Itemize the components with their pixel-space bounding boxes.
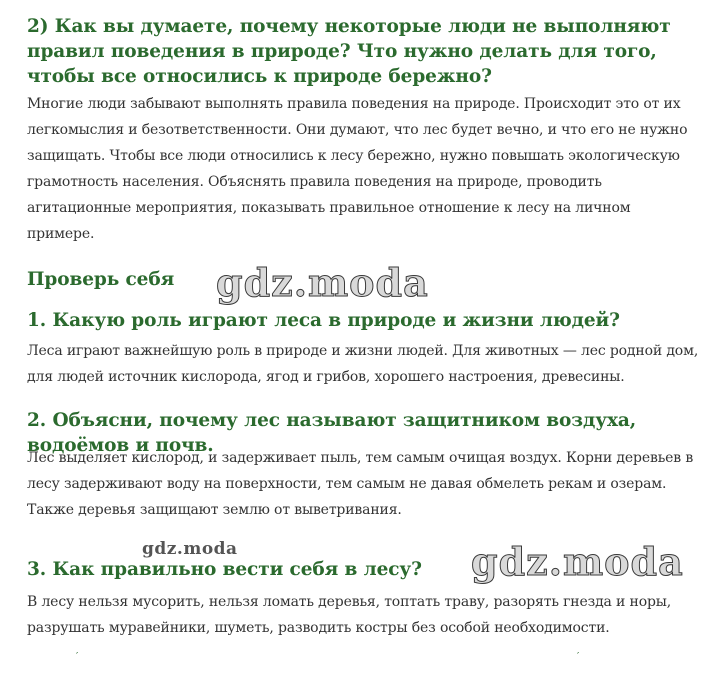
watermark-logo: gdz.moda (471, 539, 684, 584)
check-question-1-answer: Леса играют важнейшую роль в природе и жизни людей. Для животных — лес родной дом, для людей источник кислорода, ягод и грибов, хорошего настроения, древесины. (27, 343, 699, 385)
question-2-answer: Многие люди забывают выполнять правила поведения на природе. Происходит это от их легкомыслия и безответственности. Они думают, что лес будет вечно, и что его не нужно защищать. Чтобы все люди относились к лесу бережно, нужно повышать экологическую грамотность населения. Объяснять правила поведения на природе, проводить агитационные мероприятия, показывать правильное отношение к лесу на личном примере. (27, 96, 688, 242)
check-question-2-heading: 2. Объясни, почему лес называют защитником воздуха, водоёмов и почв. (27, 410, 637, 456)
check-question-3-answer: В лесу нельзя мусорить, нельзя ломать деревья, топтать траву, разорять гнезда и норы, разрушать муравейники, шуметь, разводить костры без особой необходимости. (27, 594, 672, 636)
check-question-1-heading: 1. Какую роль играют леса в природе и жизни людей? (27, 310, 620, 331)
check-question-3-heading: 3. Как правильно вести себя в лесу? (27, 559, 422, 580)
question-2-heading: 2) Как вы думаете, почему некоторые люди не выполняют правил поведения в природе? Что нужно делать для того, чтобы все относились к природе бережно? (27, 16, 671, 87)
watermark-logo-small: gdz.moda (142, 539, 238, 559)
watermark-logo: gdz.moda (216, 260, 429, 305)
check-yourself-heading: Проверь себя (27, 269, 175, 290)
cut-off-glyph: ′ (577, 651, 580, 662)
check-question-2-answer: Лес выделяет кислород, и задерживает пыль, тем самым очищая воздух. Корни деревьев в лесу задерживают воду на поверхности, тем самым не давая обмелеть рекам и озерам. Также деревья защищают землю от выветривания. (27, 450, 694, 518)
cut-off-glyph: ′ (76, 651, 79, 662)
